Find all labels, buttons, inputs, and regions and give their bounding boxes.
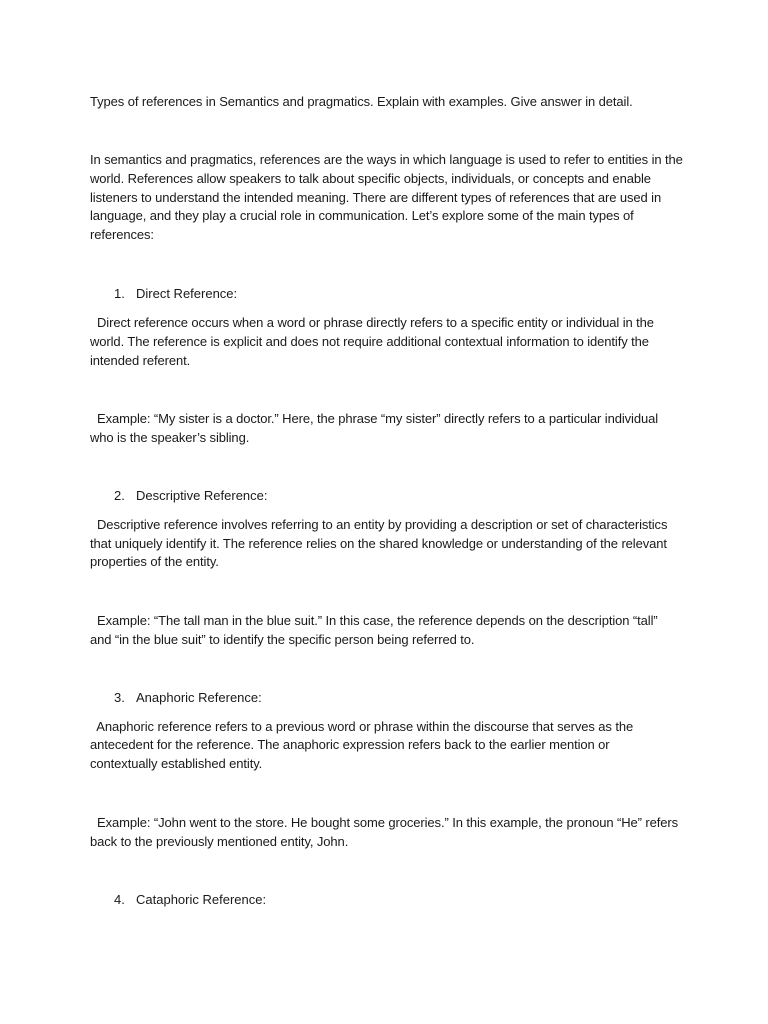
example-line: Example: “My sister is a doctor.” Here, the phrase “my sister” directly refers to a particular individual (90, 411, 658, 426)
section-title: Descriptive Reference: (136, 488, 268, 503)
example-line: and “in the blue suit” to identify the specific person being referred to. (90, 632, 475, 647)
intro-line: references: (90, 227, 154, 242)
section-title: Direct Reference: (136, 286, 238, 301)
section-heading (114, 487, 268, 506)
example-line: who is the speaker’s sibling. (90, 430, 250, 445)
intro-line: In semantics and pragmatics, references are the ways in which language is used to refer to entities in the (90, 152, 683, 167)
intro-line: world. References allow speakers to talk about specific objects, individuals, or concepts and enable (90, 171, 651, 186)
section-heading (114, 689, 262, 708)
definition-line: Descriptive reference involves referring to an entity by providing a description or set of characteristics (90, 517, 668, 532)
section-title: Anaphoric Reference: (136, 690, 262, 705)
definition-line: intended referent. (90, 353, 191, 368)
example-line: Example: “John went to the store. He bought some groceries.” In this example, the pronoun “He” refers (90, 815, 678, 830)
intro-line: listeners to understand the intended meaning. There are different types of references that are used in (90, 190, 662, 205)
section-number: 1. (114, 286, 125, 301)
intro-line: language, and they play a crucial role in communication. Let’s explore some of the main types of (90, 208, 634, 223)
section-number: 2. (114, 488, 125, 503)
definition-line: properties of the entity. (90, 554, 219, 569)
section-heading (114, 891, 266, 910)
definition-line: world. The reference is explicit and does not require additional contextual information to identify the (90, 334, 649, 349)
example-line: Example: “The tall man in the blue suit.” In this case, the reference depends on the description “tall” (90, 613, 658, 628)
section-number: 3. (114, 690, 125, 705)
definition-line: that uniquely identify it. The reference relies on the shared knowledge or understanding of the relevant (90, 536, 667, 551)
definition-line: contextually established entity. (90, 756, 263, 771)
section-title: Cataphoric Reference: (136, 892, 267, 907)
definition-line: Direct reference occurs when a word or phrase directly refers to a specific entity or individual in the (90, 315, 654, 330)
definition-line: antecedent for the reference. The anaphoric expression refers back to the earlier mention or (90, 737, 610, 752)
section-number: 4. (114, 892, 125, 907)
example-line: back to the previously mentioned entity, John. (90, 834, 349, 849)
question-text: Types of references in Semantics and pragmatics. Explain with examples. Give answer in detail. (90, 94, 633, 109)
section-heading (114, 285, 237, 304)
definition-line: Anaphoric reference refers to a previous word or phrase within the discourse that serves as the (90, 719, 634, 734)
